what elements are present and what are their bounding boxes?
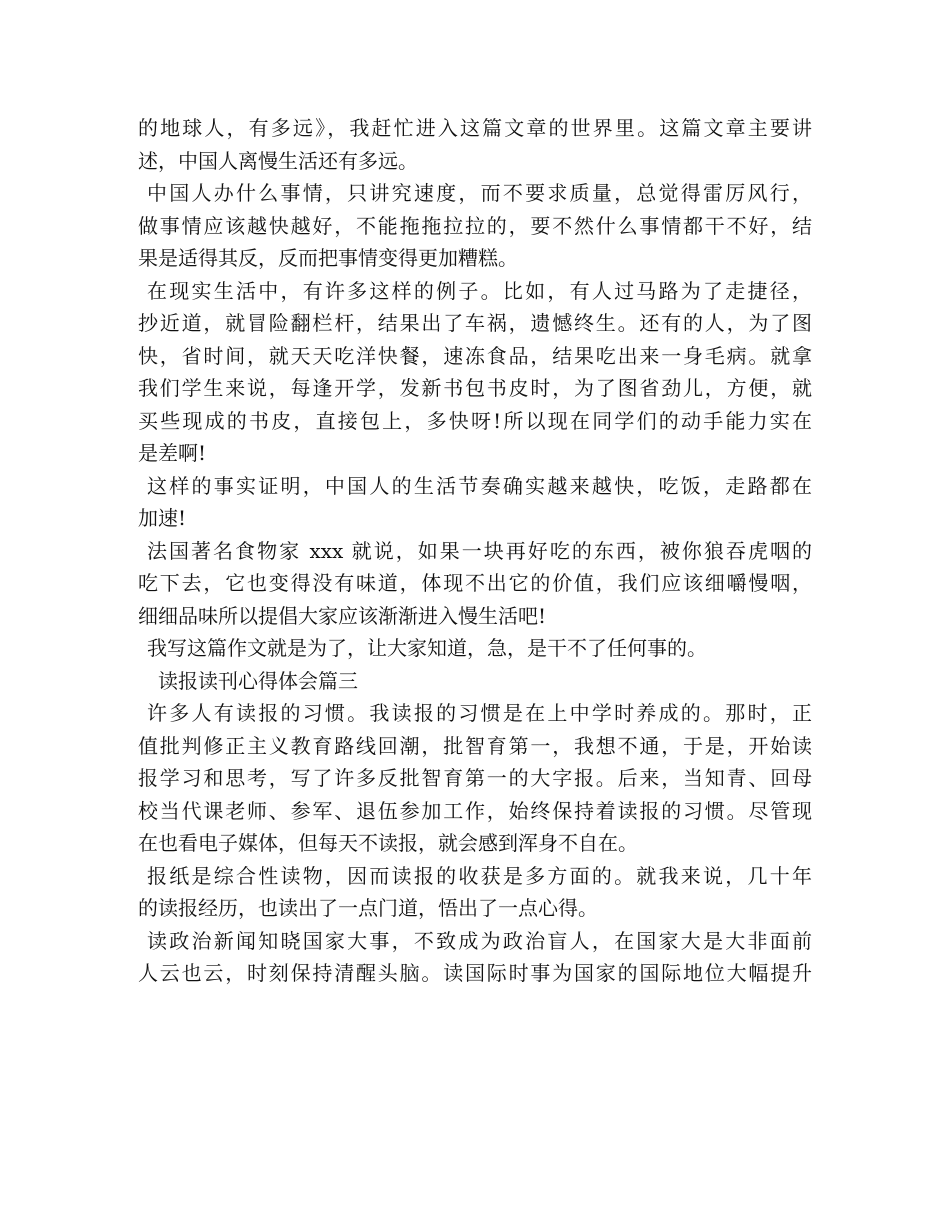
text-line: 快，省时间，就天天吃洋快餐，速冻食品，结果吃出来一身毛病。就拿 <box>138 343 812 368</box>
text-line: 报纸是综合性读物，因而读报的收获是多方面的。就我来说，几十年 <box>147 863 812 888</box>
text-line: 是差啊! <box>138 441 207 465</box>
text-line: 法国著名食物家 xxx 就说，如果一块再好吃的东西，被你狼吞虎咽的 <box>147 538 812 563</box>
text-line: 果是适得其反，反而把事情变得更加糟糕。 <box>138 246 518 270</box>
text-line: 在现实生活中，有许多这样的例子。比如，有人过马路为了走捷径， <box>147 278 812 303</box>
section-heading: 读报读刊心得体会篇三 <box>158 668 358 693</box>
text-line: 细细品味所以提倡大家应该渐渐进入慢生活吧! <box>138 603 547 628</box>
text-line: 吃下去，它也变得没有味道，体现不出它的价值，我们应该细嚼慢咽， <box>138 571 812 595</box>
text-line: 报学习和思考，写了许多反批智育第一的大字报。后来，当知青、回母 <box>138 766 812 790</box>
text-line: 读政治新闻知晓国家大事，不致成为政治盲人，在国家大是大非面前 <box>147 928 812 953</box>
text-line: 这样的事实证明，中国人的生活节奏确实越来越快，吃饭，走路都在 <box>147 473 812 498</box>
text-line: 我们学生来说，每逢开学，发新书包书皮时，为了图省劲儿，方便，就 <box>138 376 812 400</box>
text-line: 许多人有读报的习惯。我读报的习惯是在上中学时养成的。那时，正 <box>147 701 812 725</box>
text-line: 在也看电子媒体，但每天不读报，就会感到浑身不自在。 <box>138 831 638 855</box>
text-line: 抄近道，就冒险翻栏杆，结果出了车祸，遗憾终生。还有的人，为了图 <box>138 311 812 335</box>
text-line: 校当代课老师、参军、退伍参加工作，始终保持着读报的习惯。尽管现 <box>138 798 812 823</box>
text-line: 加速! <box>138 506 187 530</box>
text-line: 我写这篇作文就是为了，让大家知道，急，是干不了任何事的。 <box>147 636 707 660</box>
text-line: 值批判修正主义教育路线回潮，批智育第一，我想不通，于是，开始读 <box>138 733 812 758</box>
text-line: 做事情应该越快越好，不能拖拖拉拉的，要不然什么事情都干不好，结 <box>138 213 812 238</box>
text-line: 的读报经历，也读出了一点门道，悟出了一点心得。 <box>138 896 598 920</box>
text-line: 人云也云，时刻保持清醒头脑。读国际时事为国家的国际地位大幅提升 <box>138 961 812 985</box>
document-body <box>138 112 812 990</box>
text-line: 中国人办什么事情，只讲究速度，而不要求质量，总觉得雷厉风行， <box>147 181 812 205</box>
text-line: 的地球人，有多远》，我赶忙进入这篇文章的世界里。这篇文章主要讲 <box>138 116 812 140</box>
text-line: 买些现成的书皮，直接包上，多快呀!所以现在同学们的动手能力实在 <box>138 408 812 433</box>
text-line: 述，中国人离慢生活还有多远。 <box>138 148 418 173</box>
